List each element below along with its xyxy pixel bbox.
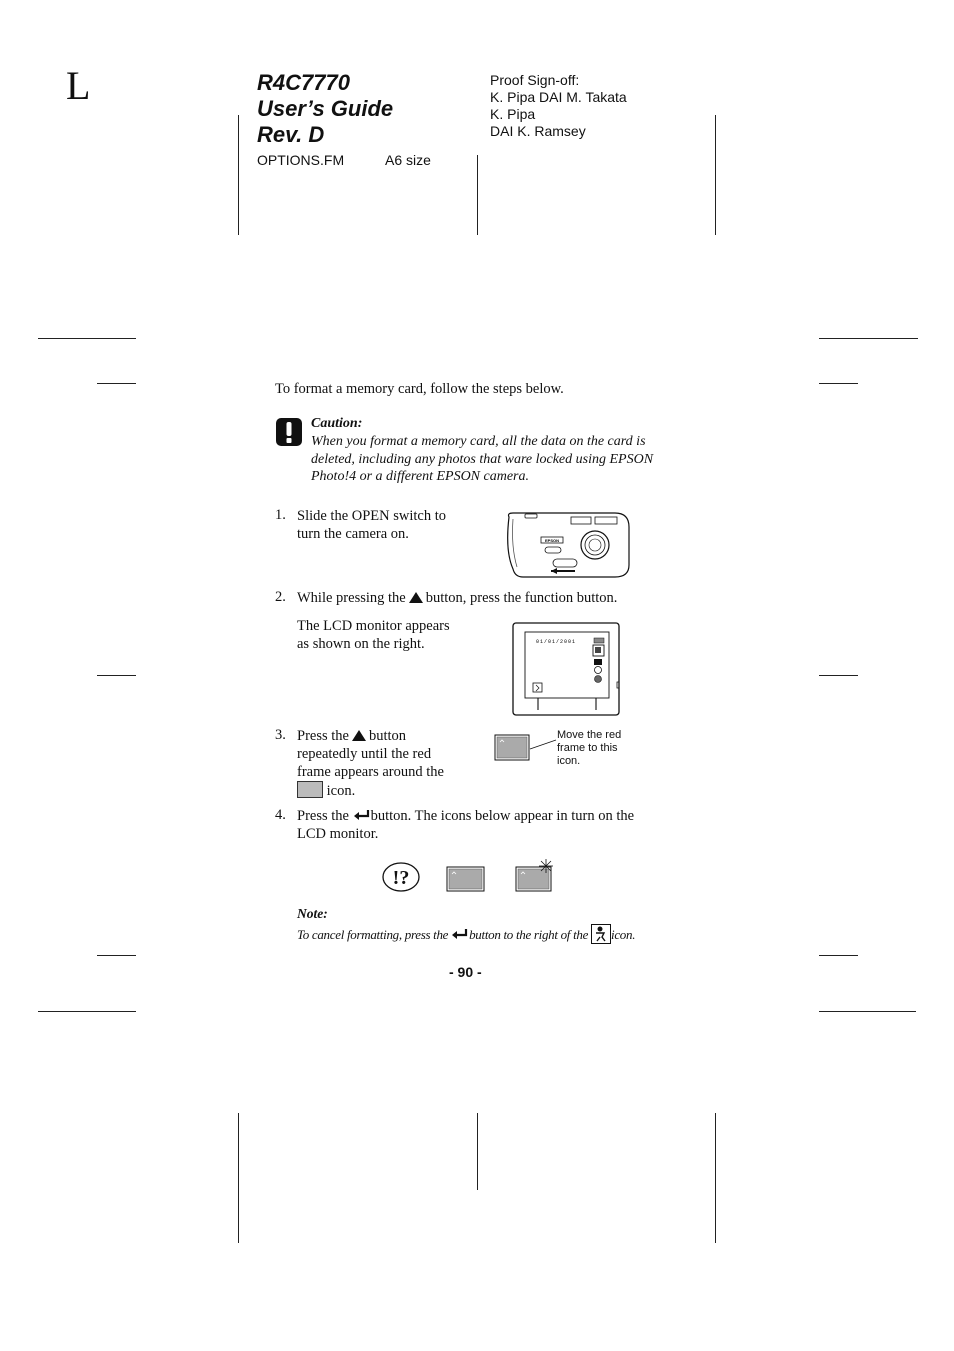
callout-line: Move the red [557,729,622,741]
proof-line: K. Pipa [490,106,536,122]
callout-line: icon. [557,755,581,767]
step-text: button, press the function button. [425,590,618,606]
step-line: The LCD monitor appears [297,618,450,634]
memory-card-icon [446,866,486,898]
callout-line: frame to this [557,742,618,754]
page-number: - 90 - [449,964,482,980]
title-line: Rev. D [257,122,325,147]
step-number: 2. [275,589,286,605]
camera-illustration [503,511,631,586]
caution-label: Caution: [311,416,363,431]
crop-mark [38,338,136,339]
step-text: button. The icons below appear in turn on the [370,808,635,824]
step-4-text [297,807,634,843]
proof-signoff [490,72,627,140]
memory-card-icon [297,781,323,798]
file-name: OPTIONS.FM [257,152,345,168]
step-line: frame appears around the [297,764,444,780]
crop-mark [238,1113,239,1243]
crop-mark [819,338,918,339]
crop-mark [819,675,858,676]
note-label: Note: [297,906,328,921]
caution-line: Photo!4 or a different EPSON camera. [311,469,530,484]
intro-text: To format a memory card, follow the steps below. [275,381,564,397]
title-line: User’s Guide [257,96,394,121]
note-text [297,924,635,944]
enter-icon [451,928,469,940]
step-text: button [368,728,407,744]
crop-mark [715,1113,716,1243]
exit-person-icon [591,924,611,944]
crop-mark [819,955,858,956]
document-title [257,70,393,148]
note-part: button to the right of the [469,927,589,942]
step-number: 1. [275,507,286,523]
caution-line: deleted, including any photos that ware locked using EPSON [311,451,654,467]
question-icon [381,860,421,899]
page-size: A6 size [385,152,431,168]
crop-mark [238,115,239,235]
callout-text [557,729,621,768]
proof-line: Proof Sign-off: [490,72,580,88]
step-line: Slide the OPEN switch to [297,508,447,524]
note-part: icon. [611,927,636,942]
corner-letter: L [66,63,91,108]
step-3-text [297,727,444,800]
triangle-up-icon [409,592,423,603]
enter-icon [353,809,371,821]
step-line: LCD monitor. [297,826,379,842]
note-part: To cancel formatting, press the [297,927,449,942]
step-text: icon. [326,783,356,799]
step-text: Press the [297,808,349,824]
crop-mark [819,383,858,384]
format-flash-icon [515,858,555,898]
caution-body [311,433,653,486]
crop-mark [97,675,136,676]
step-number: 4. [275,807,286,823]
caution-line: When you format a memory card, all the data on the card is [311,434,646,449]
crop-mark [97,383,136,384]
title-line: R4C7770 [257,70,350,95]
crop-mark [477,1113,478,1190]
step-text: While pressing the [297,590,406,606]
step-line: repeatedly until the red [297,746,432,762]
camera-brand: EPSON [544,538,560,543]
svg-text:!?: !? [392,867,410,889]
triangle-up-icon [352,730,366,741]
step-line: as shown on the right. [297,636,425,652]
step-2-text [297,589,617,607]
step-2-subtext [297,617,450,653]
crop-mark [819,1011,916,1012]
crop-mark [715,115,716,235]
proof-line: K. Pipa DAI M. Takata [490,89,627,105]
warning-icon [275,417,303,452]
crop-mark [38,1011,136,1012]
proof-line: DAI K. Ramsey [490,123,586,139]
lcd-monitor-illustration [512,622,622,721]
crop-mark [97,955,136,956]
memory-card-icon [494,734,564,767]
step-number: 3. [275,727,286,743]
step-1-text [297,507,446,543]
step-text: Press the [297,728,349,744]
step-line: turn the camera on. [297,526,409,542]
lcd-date: 01/01/2001 [535,639,577,645]
crop-mark [477,155,478,235]
